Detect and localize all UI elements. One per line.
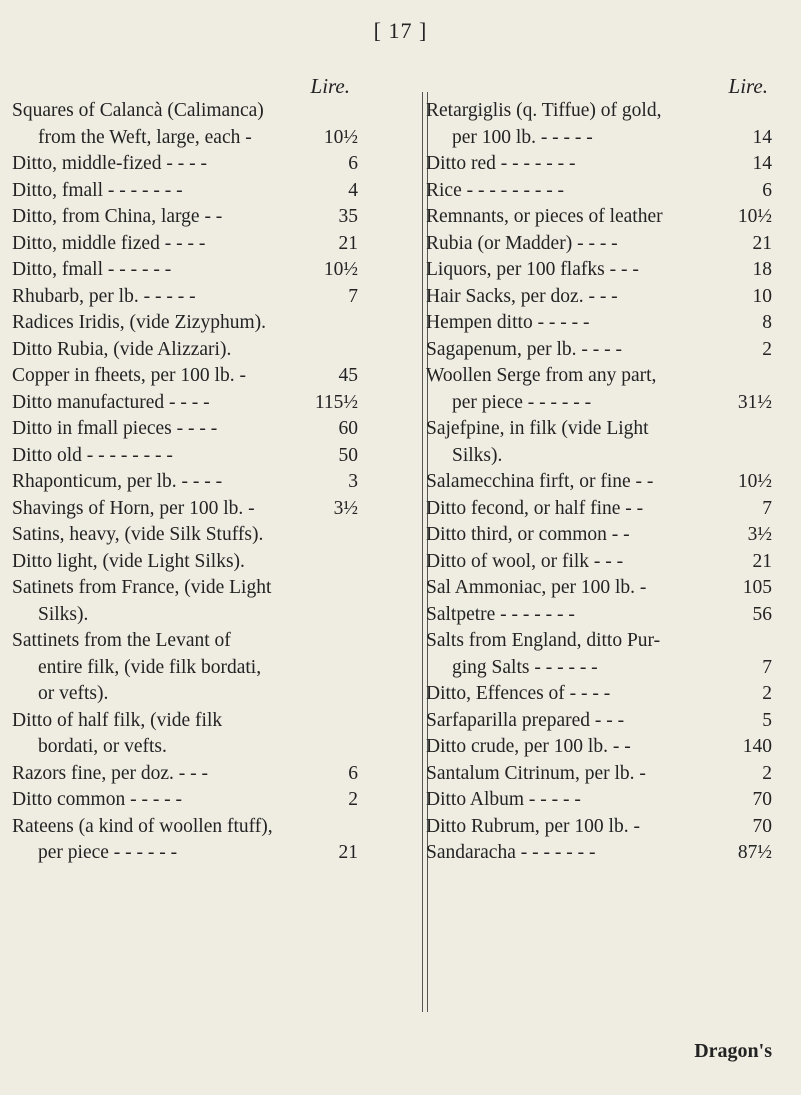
entry-text: Sandaracha - - - - - - - [426, 842, 596, 863]
entry-text: Ditto common - - - - - [12, 789, 183, 810]
price-entry [12, 761, 358, 788]
entry-price: 21 [752, 550, 772, 572]
entry-price: 21 [338, 842, 358, 863]
entry-text: per 100 lb. - - - - - [452, 126, 593, 148]
price-entry [426, 310, 772, 337]
entry-text: Retargiglis (q. Tiffue) of gold, [426, 100, 662, 121]
entry-price: 3½ [333, 497, 358, 519]
entry-text: Ditto of wool, or filk - - - [426, 550, 624, 572]
left-column [12, 98, 358, 867]
price-entry [12, 98, 358, 125]
entry-price: 60 [338, 418, 358, 439]
entry-text: per piece - - - - - - [38, 842, 178, 863]
price-entry [12, 708, 358, 735]
entry-text: Satinets from France, (vide Light [12, 577, 272, 598]
price-entry [12, 522, 358, 549]
entry-price: 10 [752, 285, 772, 307]
entry-price: 115½ [314, 391, 358, 413]
price-entry [426, 496, 772, 523]
entry-text: Ditto old - - - - - - - - [12, 444, 173, 466]
price-entry [426, 681, 772, 708]
entry-text: Ditto, middle fized - - - - [12, 232, 206, 254]
price-entry [426, 125, 772, 152]
entry-price: 35 [338, 206, 358, 227]
price-entry [426, 787, 772, 814]
price-entry [426, 549, 772, 576]
entry-text: Ditto, middle-fized - - - - [12, 153, 207, 174]
entry-text: Ditto, fmall - - - - - - [12, 259, 172, 280]
price-entry [12, 814, 358, 841]
price-entry [12, 310, 358, 337]
price-entry [12, 469, 358, 496]
entry-price: 14 [752, 126, 772, 148]
price-entry [12, 390, 358, 417]
entry-text: Razors fine, per doz. - - - [12, 762, 208, 784]
entry-text: Hempen ditto - - - - - [426, 312, 590, 333]
entry-price: 21 [338, 232, 358, 254]
entry-price: 6 [348, 762, 358, 784]
price-entry [12, 602, 358, 629]
entry-price: 2 [762, 338, 772, 360]
entry-text: Shavings of Horn, per 100 lb. - [12, 497, 255, 519]
price-entry [12, 681, 358, 708]
entry-text: Rice - - - - - - - - - [426, 179, 565, 201]
price-entry [12, 178, 358, 205]
price-entry [12, 655, 358, 682]
price-entry [426, 840, 772, 867]
price-entry [12, 337, 358, 364]
price-entry [12, 284, 358, 311]
entry-text: Rateens (a kind of woollen ftuff), [12, 815, 273, 837]
price-entry [12, 257, 358, 284]
entry-text: Sajefpine, in filk (vide Light [426, 418, 649, 439]
price-entry [426, 257, 772, 284]
price-entry [426, 231, 772, 258]
entry-price: 31½ [737, 391, 772, 413]
price-entry [12, 787, 358, 814]
entry-text: Ditto Rubrum, per 100 lb. - [426, 815, 640, 837]
entry-price: 8 [762, 312, 772, 333]
price-entry [12, 416, 358, 443]
entry-text: Ditto, fmall - - - - - - - [12, 179, 183, 201]
entry-price: 6 [762, 179, 772, 201]
entry-text: Rhaponticum, per lb. - - - - [12, 471, 223, 492]
entry-text: Sal Ammoniac, per 100 lb. - [426, 577, 647, 598]
entry-price: 21 [752, 232, 772, 254]
price-entry [426, 284, 772, 311]
entry-text: Remnants, or pieces of leather [426, 206, 663, 227]
entry-text: Sarfaparilla prepared - - - [426, 709, 625, 731]
entry-price: 4 [348, 179, 358, 201]
entry-price: 2 [762, 683, 772, 704]
entry-price: 18 [752, 259, 772, 280]
price-entry [426, 443, 772, 470]
price-entry [426, 708, 772, 735]
entry-price: 10½ [737, 471, 772, 492]
entry-price: 10½ [737, 206, 772, 227]
price-entry [426, 98, 772, 125]
price-entry [12, 549, 358, 576]
catchword: Dragon's [694, 1040, 772, 1062]
entry-price: 105 [742, 577, 772, 598]
price-entry [426, 416, 772, 443]
entry-text: Ditto third, or common - - [426, 524, 630, 545]
right-column [426, 98, 772, 867]
entry-text: Copper in fheets, per 100 lb. - [12, 365, 246, 386]
entry-text: Sattinets from the Levant of [12, 630, 231, 651]
entry-text: Ditto fecond, or half fine - - [426, 497, 644, 519]
price-entry [12, 496, 358, 523]
entry-text: from the Weft, large, each - [38, 126, 252, 148]
price-entry [426, 522, 772, 549]
right-column-currency-header: Lire. [728, 74, 768, 98]
price-entry [12, 734, 358, 761]
entry-text: Santalum Citrinum, per lb. - [426, 762, 646, 784]
entry-text: Rubia (or Madder) - - - - [426, 232, 618, 254]
entry-price: 14 [752, 153, 772, 174]
entry-text: Radices Iridis, (vide Zizyphum). [12, 312, 266, 333]
entry-text: Ditto of half filk, (vide filk [12, 709, 223, 731]
price-entry [12, 628, 358, 655]
entry-text: Salts from England, ditto Pur- [426, 630, 661, 651]
entry-text: Silks). [452, 444, 503, 466]
entry-price: 10½ [323, 259, 358, 280]
page-number: [ 17 ] [373, 18, 428, 43]
entry-price: 70 [752, 815, 772, 837]
price-entry [12, 125, 358, 152]
entry-text: Saltpetre - - - - - - - [426, 603, 575, 625]
entry-price: 50 [338, 444, 358, 466]
price-entry [12, 443, 358, 470]
entry-text: Ditto crude, per 100 lb. - - [426, 736, 631, 757]
price-entry [12, 151, 358, 178]
entry-text: Ditto, Effences of - - - - [426, 683, 611, 704]
entry-text: Salamecchina firft, or fine - - [426, 471, 654, 492]
entry-text: entire filk, (vide filk bordati, [38, 656, 262, 678]
entry-price: 87½ [737, 842, 772, 863]
price-entry [12, 840, 358, 867]
entry-price: 7 [762, 497, 772, 519]
entry-text: per piece - - - - - - [452, 391, 592, 413]
price-entry [426, 204, 772, 231]
price-entry [426, 178, 772, 205]
entry-text: Rhubarb, per lb. - - - - - [12, 285, 196, 307]
price-entry [12, 231, 358, 258]
entry-text: Ditto manufactured - - - - [12, 391, 210, 413]
entry-text: Ditto in fmall pieces - - - - [12, 418, 218, 439]
price-entry [426, 655, 772, 682]
price-entry [426, 575, 772, 602]
entry-price: 7 [762, 656, 772, 678]
entry-text: Liquors, per 100 flafks - - - [426, 259, 639, 280]
price-entry [426, 761, 772, 788]
entry-text: Ditto light, (vide Light Silks). [12, 550, 245, 572]
entry-price: 2 [348, 789, 358, 810]
price-entry [426, 390, 772, 417]
entry-price: 10½ [323, 126, 358, 148]
entry-text: bordati, or vefts. [38, 736, 167, 757]
price-entry [426, 602, 772, 629]
entry-price: 3 [348, 471, 358, 492]
entry-text: Ditto Album - - - - - [426, 789, 581, 810]
price-entry [426, 814, 772, 841]
price-entry [12, 363, 358, 390]
entry-price: 45 [338, 365, 358, 386]
price-entry [426, 734, 772, 761]
entry-text: Satins, heavy, (vide Silk Stuffs). [12, 524, 264, 545]
entry-text: Ditto red - - - - - - - [426, 153, 576, 174]
entry-price: 7 [348, 285, 358, 307]
entry-text: Squares of Calancà (Calimanca) [12, 100, 264, 121]
price-entry [426, 469, 772, 496]
price-entry [426, 337, 772, 364]
entry-text: ging Salts - - - - - - [452, 656, 598, 678]
left-column-currency-header: Lire. [310, 74, 350, 98]
entry-text: Hair Sacks, per doz. - - - [426, 285, 618, 307]
price-entry [12, 575, 358, 602]
price-entry [426, 363, 772, 390]
entry-price: 70 [752, 789, 772, 810]
entry-price: 56 [752, 603, 772, 625]
entry-text: Silks). [38, 603, 89, 625]
price-entry [12, 204, 358, 231]
entry-price: 3½ [747, 524, 772, 545]
entry-text: or vefts). [38, 683, 109, 704]
entry-text: Ditto, from China, large - - [12, 206, 223, 227]
entry-text: Ditto Rubia, (vide Alizzari). [12, 338, 232, 360]
price-entry [426, 628, 772, 655]
entry-text: Sagapenum, per lb. - - - - [426, 338, 623, 360]
entry-price: 2 [762, 762, 772, 784]
entry-price: 140 [742, 736, 772, 757]
entry-price: 6 [348, 153, 358, 174]
price-entry [426, 151, 772, 178]
entry-price: 5 [762, 709, 772, 731]
entry-text: Woollen Serge from any part, [426, 365, 657, 386]
